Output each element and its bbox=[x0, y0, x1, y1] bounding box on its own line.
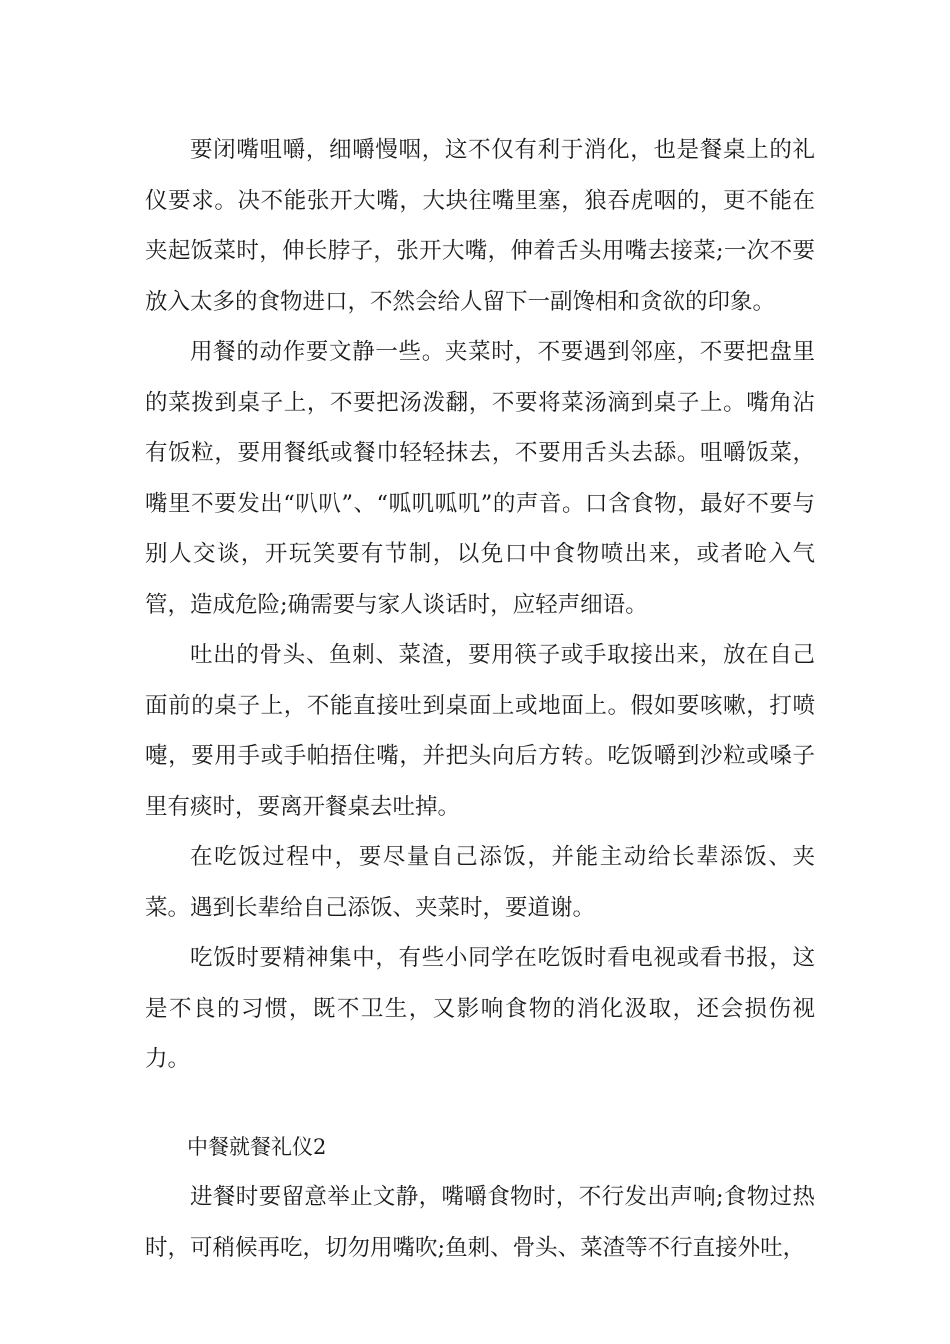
paragraph-focus-while-eating: 吃饭时要精神集中，有些小同学在吃饭时看电视或看书报，这是不良的习惯，既不卫生，又影响食物的消化汲取，还会损伤视力。 bbox=[145, 945, 815, 1072]
paragraph-bones-and-coughing: 吐出的骨头、鱼刺、菜渣，要用筷子或手取接出来，放在自己面前的桌子上，不能直接吐到桌面上或地面上。假如要咳嗽，打喷嚏，要用手或手帕捂住嘴，并把头向后方转。吃饭嚼到沙粒或嗓子里有痰时，要离开餐桌去吐掉。 bbox=[145, 642, 815, 820]
section-heading: 中餐就餐礼仪2 bbox=[187, 1134, 327, 1159]
paragraph-dining-manners-2: 进餐时要留意举止文静，嘴嚼食物时，不行发出声响;食物过热时，可稍候再吃，切勿用嘴吹;鱼刺、骨头、菜渣等不行直接外吐， bbox=[145, 1184, 815, 1261]
paragraph-quiet-dining-actions: 用餐的动作要文静一些。夹菜时，不要遇到邻座，不要把盘里的菜拨到桌子上，不要把汤泼翻，不要将菜汤滴到桌子上。嘴角沾有饭粒，要用餐纸或餐巾轻轻抹去，不要用舌头去舔。咀嚼饭菜，嘴里不要发出“叭叭”、“呱叽呱叽”的声音。口含食物，最好不要与别人交谈，开玩笑要有节制，以免口中食物喷出来，或者呛入气管，造成危险;确需要与家人谈话时，应轻声细语。 bbox=[145, 339, 815, 618]
paragraph-serving-elders: 在吃饭过程中，要尽量自己添饭，并能主动给长辈添饭、夹菜。遇到长辈给自己添饭、夹菜时，要道谢。 bbox=[145, 844, 815, 921]
paragraph-closed-mouth-chewing: 要闭嘴咀嚼，细嚼慢咽，这不仅有利于消化，也是餐桌上的礼仪要求。决不能张开大嘴，大块往嘴里塞，狼吞虎咽的，更不能在夹起饭菜时，伸长脖子，张开大嘴，伸着舌头用嘴去接菜;一次不要放入太多的食物进口，不然会给人留下一副馋相和贪欲的印象。 bbox=[145, 137, 815, 315]
document-body bbox=[145, 125, 815, 1273]
